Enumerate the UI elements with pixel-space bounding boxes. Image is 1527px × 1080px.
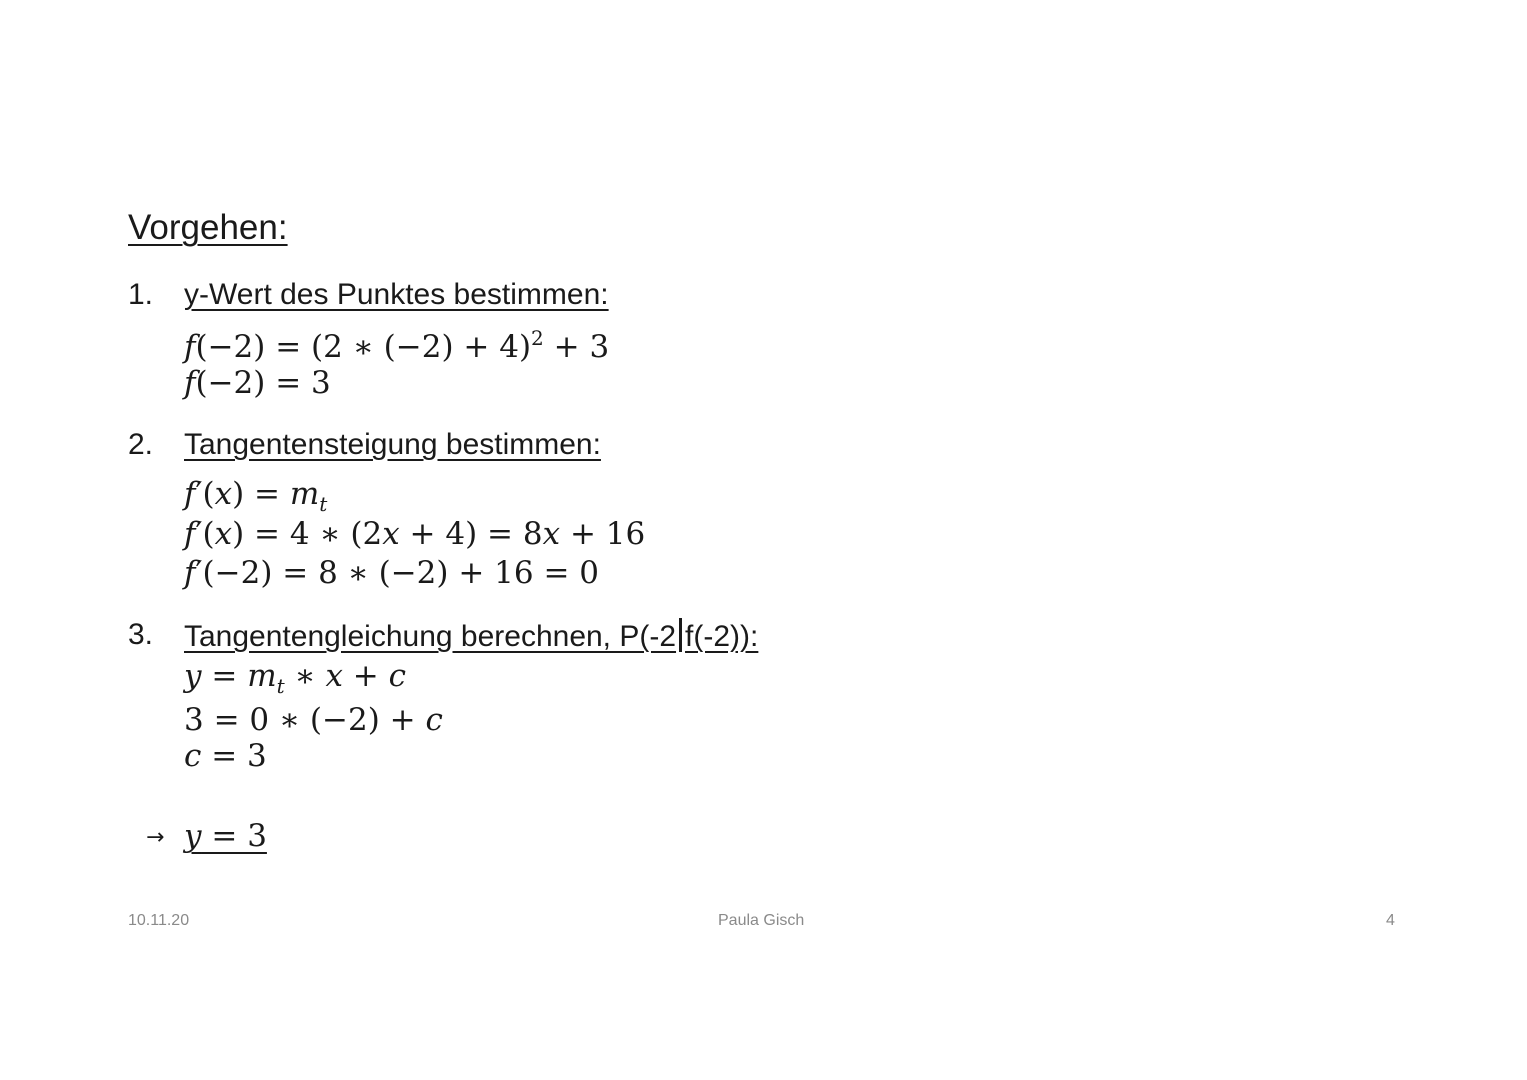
text-cursor <box>679 618 682 652</box>
footer-author: Paula Gisch <box>718 912 805 929</box>
step-2-number: 2. <box>128 428 154 461</box>
step-3-equation-1: $y = m_t$ ∗ x + c <box>184 658 406 698</box>
step-2-equation-3: f′(−2) = 8 ∗ (−2) + 16 = 0 <box>184 555 600 591</box>
step-3-title-part-2: f(-2)): <box>685 620 759 653</box>
result-arrow: → <box>146 825 165 850</box>
step-2-equation-1: $f'(x) = m_t$ <box>184 476 328 516</box>
step-3-title-part-1: Tangentengleichung berechnen, P(-2 <box>184 620 677 653</box>
footer-page-number: 4 <box>1386 912 1395 929</box>
step-3-equation-2: 3 = 0 ∗ (−2) + c <box>184 702 443 738</box>
heading: Vorgehen: <box>128 208 288 247</box>
result-equation: y = 3 <box>184 818 267 854</box>
step-2-equation-2: f′(x) = 4 ∗ (2x + 4) = 8x + 16 <box>184 516 646 552</box>
step-2-title: Tangentensteigung bestimmen: <box>184 428 601 461</box>
step-3-equation-3: c = 3 <box>184 738 267 774</box>
step-1-number: 1. <box>128 278 154 311</box>
step-1-equation-2: f(−2) = 3 <box>184 365 331 401</box>
step-1-equation-1: f(−2) = (2 ∗ (−2) + 4)$^2$ + 3 <box>184 326 610 365</box>
step-3-number: 3. <box>128 618 154 651</box>
step-3-title <box>184 618 758 654</box>
step-1-title: y-Wert des Punktes bestimmen: <box>184 278 609 311</box>
footer-date: 10.11.20 <box>128 912 190 929</box>
